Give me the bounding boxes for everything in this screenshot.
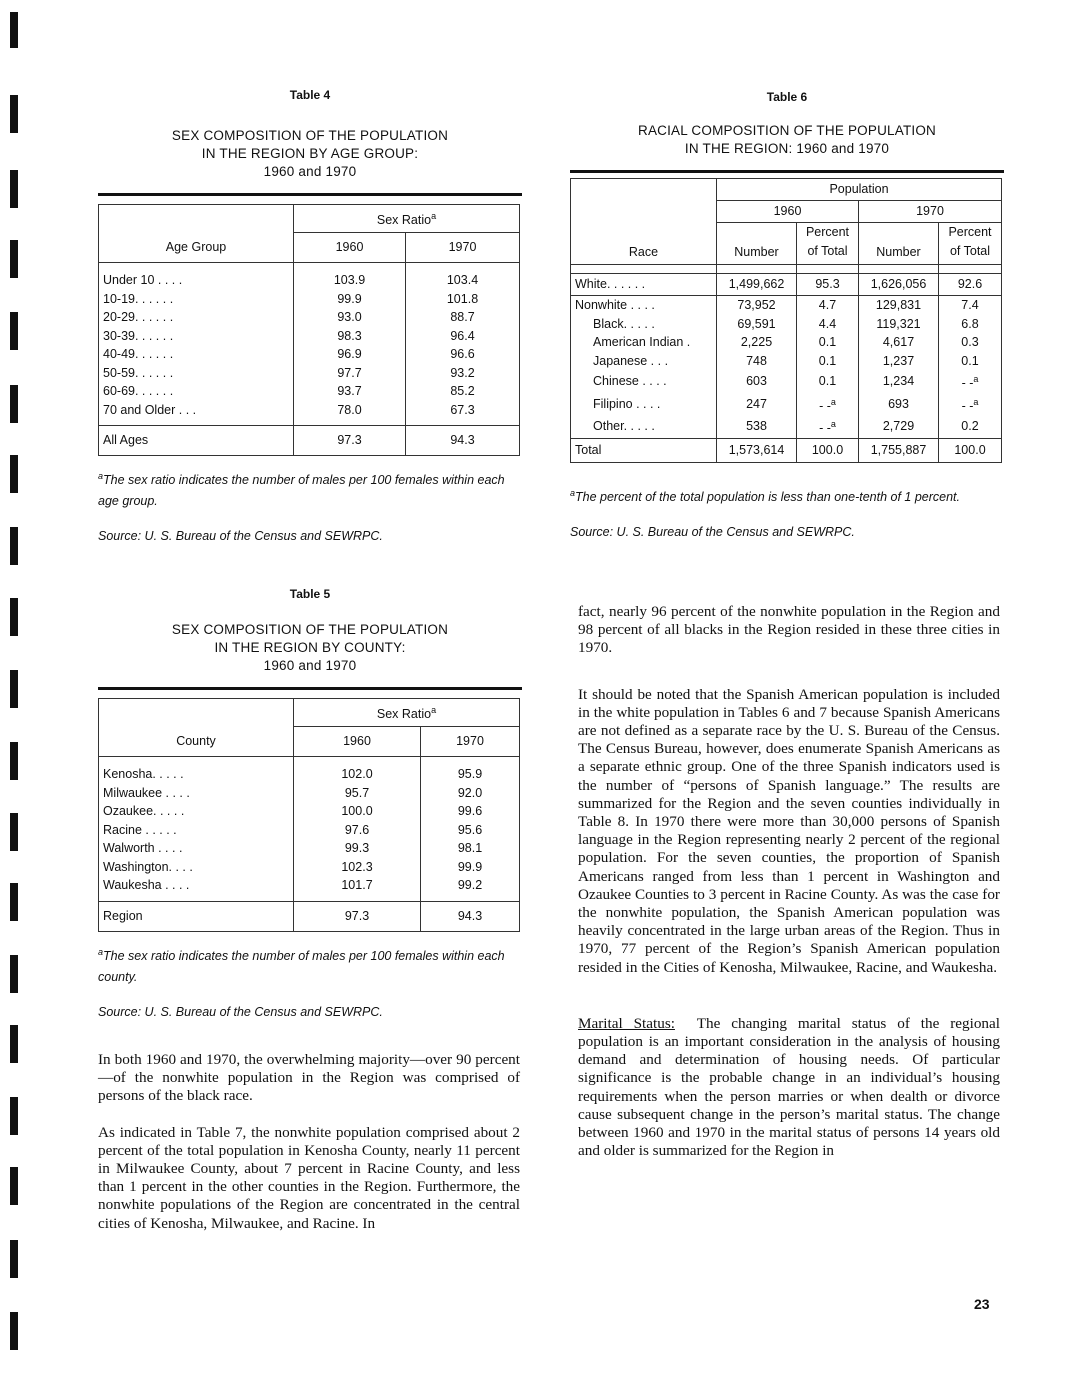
table-row: 70 and Older . . . 78.0 67.3 xyxy=(99,401,520,420)
table-source: Source: U. S. Bureau of the Census and SEWRPC. xyxy=(570,525,855,540)
binding-mark xyxy=(10,312,18,350)
paragraph: As indicated in Table 7, the nonwhite population comprised about 2 percent of the total population in Kenosha County, nearly 11 percent in Milwaukee County, about 7 percent in Racine County, and less than 1 percent in the other counties in the Region. Furthermore, the nonwhite populations of the Region are concentrated in the central cities of Kenosha, Milwaukee, and Racine. In xyxy=(98,1123,520,1232)
table-footnote: $^a$The sex ratio indicates the number of males per 100 females within each age group. xyxy=(98,471,505,509)
total-row: Region 97.3 94.3 xyxy=(99,901,520,931)
table-row: 60-69. . . . . . 93.7 85.2 xyxy=(99,382,520,401)
table-row: 50-59. . . . . . 97.7 93.2 xyxy=(99,364,520,383)
data-table xyxy=(98,698,520,932)
footnote-mark: a xyxy=(431,211,437,222)
table-title xyxy=(98,621,522,675)
year-header-1960: 1960 xyxy=(717,201,859,223)
group-header: Sex Ratio$^a$ xyxy=(294,205,520,233)
table-row: Black. . . . . 69,591 4.4 119,321 6.8 xyxy=(571,315,1002,334)
table-row: 20-29. . . . . . 93.0 88.7 xyxy=(99,308,520,327)
table-row: Washington. . . . 102.3 99.9 xyxy=(99,858,520,877)
population-header: Population xyxy=(717,179,1002,201)
title-line: SEX COMPOSITION OF THE POPULATION xyxy=(171,128,449,143)
footnote-mark: a xyxy=(830,396,836,407)
column-header: Number xyxy=(717,223,797,265)
column-header: 1960 xyxy=(294,727,421,757)
column-header: Percent of Total xyxy=(939,223,1002,265)
binding-mark xyxy=(10,1312,18,1350)
table-number: Table 5 xyxy=(289,587,331,601)
data-table xyxy=(98,204,520,456)
table-row: Milwaukee . . . . 95.7 92.0 xyxy=(99,784,520,803)
table-row: Ozaukee. . . . . 100.0 99.6 xyxy=(99,802,520,821)
table-row: 30-39. . . . . . 98.3 96.4 xyxy=(99,327,520,346)
table-footnote: $^a$The percent of the total population is less than one-tenth of 1 percent. xyxy=(570,487,960,505)
data-table xyxy=(570,178,1002,463)
table-title xyxy=(98,127,522,181)
table-row: 40-49. . . . . . 96.9 96.6 xyxy=(99,345,520,364)
binding-mark xyxy=(10,385,18,423)
table-row: Chinese . . . . 603 0.1 1,234 - -$^a$ xyxy=(571,370,1002,393)
binding-mark xyxy=(10,1097,18,1135)
column-header: County xyxy=(99,727,294,757)
race-header: Race xyxy=(571,223,717,265)
paragraph: Marital Status: The changing marital status of the regional population is an important consideration in the analysis of housing demand and determination of housing needs. Of particular significance is the probable change in an individual’s housing requirements when the person marries or when dealth or divorce cause subsequent change in the person’s marital status. The change between 1960 and 1970 in the marital status of persons 14 years old and older is summarized for the Region in xyxy=(578,1014,1000,1160)
table-footnote: $^a$The sex ratio indicates the number of males per 100 females within each county. xyxy=(98,946,505,984)
table-6 xyxy=(570,90,1004,543)
table-row: Walworth . . . . 99.3 98.1 xyxy=(99,839,520,858)
table-row: Kenosha. . . . . 102.0 95.9 xyxy=(99,765,520,784)
table-4 xyxy=(98,88,522,547)
title-line: IN THE REGION BY COUNTY: xyxy=(214,640,406,655)
binding-mark xyxy=(10,12,18,48)
binding-mark xyxy=(10,527,18,565)
column-header: 1970 xyxy=(406,233,520,263)
binding-mark xyxy=(10,598,18,636)
section-heading: Marital Status: xyxy=(578,1014,675,1032)
footnote-mark: a xyxy=(973,396,979,407)
table-row: Other. . . . . 538 - -$^a$ 2,729 0.2 xyxy=(571,415,1002,438)
title-line: 1960 and 1970 xyxy=(263,164,357,179)
binding-mark xyxy=(10,455,18,493)
table-row: White. . . . . . 1,499,662 95.3 1,626,056 92.6 xyxy=(571,274,1002,296)
left-body-text xyxy=(98,1051,520,1233)
table-row: Waukesha . . . . 101.7 99.2 xyxy=(99,876,520,895)
column-header: Number xyxy=(859,223,939,265)
table-number: Table 4 xyxy=(289,88,331,102)
column-header: 1970 xyxy=(421,727,520,757)
binding-mark xyxy=(10,955,18,993)
heavy-rule xyxy=(98,687,522,690)
heavy-rule xyxy=(570,170,1004,173)
paragraph: It should be noted that the Spanish American population is included in the white population in Tables 6 and 7 because Spanish Americans are not defined as a separate race by the U. S. Bureau of the Census. The Census Bureau, however, does enumerate Spanish Americans as a separate ethnic group. One of the three Spanish indicators used is the number of “persons of Spanish language.” The results are summarized for the Region and the seven counties individually in Table 8. In 1970 there were more than 30,000 persons of Spanish language in the Region representing nearly 2 percent of the regional population. For the seven counties, the proportion of Spanish Americans ranged from less than 1 percent in Washington and Ozaukee Counties to 3 percent in Racine County. As was the case for the nonwhite population, the Spanish American population was heavily concentrated in the large urban areas of the Region. Thus in 1970, 77 percent of the Region’s Spanish American population resided in the Cities of Kenosha, Milwaukee, Racine, and Waukesha. xyxy=(578,685,1000,976)
footnote-mark: a xyxy=(973,374,979,384)
title-line: RACIAL COMPOSITION OF THE POPULATION xyxy=(638,123,936,138)
page-number: 23 xyxy=(974,1296,990,1312)
binding-mark xyxy=(10,1167,18,1205)
table-row: Filipino . . . . 247 - -$^a$ 693 - -$^a$ xyxy=(571,393,1002,416)
heavy-rule xyxy=(98,193,522,196)
year-header-1970: 1970 xyxy=(859,201,1002,223)
title-line: IN THE REGION BY AGE GROUP: xyxy=(201,146,419,161)
binding-mark xyxy=(10,813,18,851)
binding-mark xyxy=(10,170,18,208)
title-line: IN THE REGION: 1960 and 1970 xyxy=(684,141,890,156)
binding-mark xyxy=(10,240,18,278)
footnote-mark: a xyxy=(830,419,836,430)
table-row: Under 10 . . . . 103.9 103.4 xyxy=(99,271,520,290)
column-header: Percent of Total xyxy=(797,223,859,265)
total-row: Total 1,573,614 100.0 1,755,887 100.0 xyxy=(571,438,1002,462)
table-row: Nonwhite . . . . 73,952 4.7 129,831 7.4 xyxy=(571,296,1002,315)
binding-mark xyxy=(10,670,18,708)
binding-mark xyxy=(10,95,18,133)
column-header: 1960 xyxy=(294,233,406,263)
table-source: Source: U. S. Bureau of the Census and SEWRPC. xyxy=(98,1004,383,1019)
table-row: Racine . . . . . 97.6 95.6 xyxy=(99,821,520,840)
binding-mark xyxy=(10,742,18,780)
table-source: Source: U. S. Bureau of the Census and SEWRPC. xyxy=(98,529,383,544)
column-header: Age Group xyxy=(99,233,294,263)
paragraph: In both 1960 and 1970, the overwhelming majority—over 90 percent—of the nonwhite population in the Region was comprised of persons of the black race. xyxy=(98,1051,520,1105)
table-row: American Indian . 2,225 0.1 4,617 0.3 xyxy=(571,333,1002,352)
title-line: SEX COMPOSITION OF THE POPULATION xyxy=(171,622,449,637)
table-title xyxy=(570,122,1004,158)
total-row: All Ages 97.3 94.3 xyxy=(99,426,520,456)
table-5 xyxy=(98,587,522,1023)
binding-mark xyxy=(10,883,18,921)
binding-mark xyxy=(10,1025,18,1063)
table-number: Table 6 xyxy=(766,90,808,104)
title-line: 1960 and 1970 xyxy=(263,658,357,673)
group-header: Sex Ratio$^a$ xyxy=(294,699,520,727)
binding-mark xyxy=(10,1240,18,1278)
footnote-mark: a xyxy=(431,705,437,716)
right-body-text xyxy=(578,603,1000,1160)
table-row: 10-19. . . . . . 99.9 101.8 xyxy=(99,290,520,309)
table-row: Japanese . . . 748 0.1 1,237 0.1 xyxy=(571,352,1002,371)
paragraph: fact, nearly 96 percent of the nonwhite population in the Region and 98 percent of all blacks in the Region resided in these three cities in 1970. xyxy=(578,603,1000,657)
